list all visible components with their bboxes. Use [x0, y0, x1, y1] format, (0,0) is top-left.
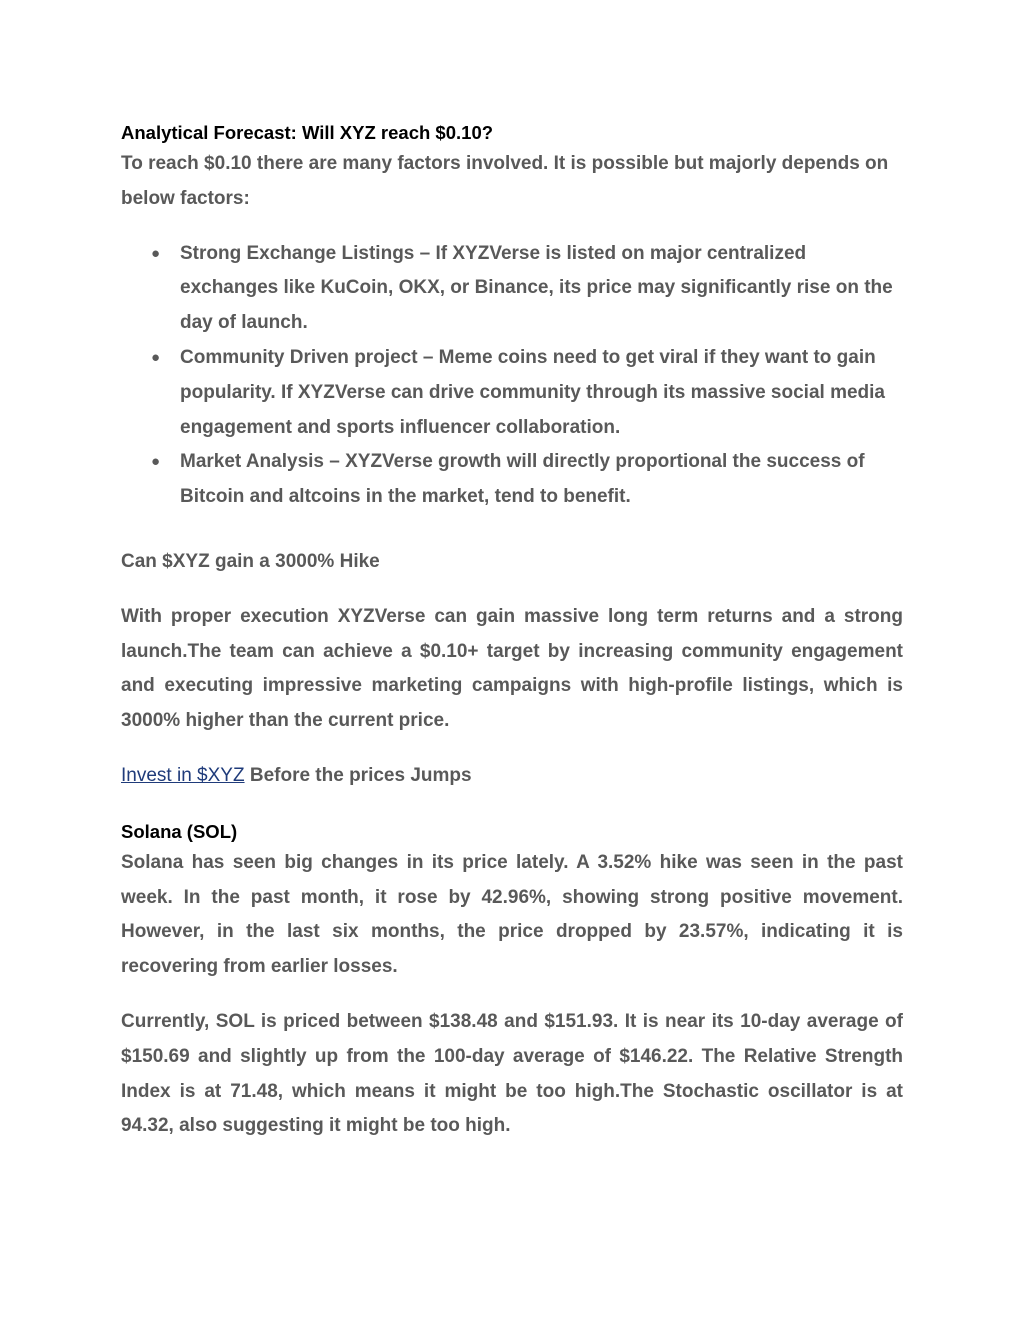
solana-heading: Solana (SOL) [121, 820, 238, 842]
forecast-heading: Analytical Forecast: Will XYZ reach $0.10? [121, 122, 494, 143]
bullet-icon: ● [151, 348, 161, 366]
forecast-intro: To reach $0.10 there are many factors involved. It is possible but majorly depends on below factors: [121, 153, 889, 209]
document-page [121, 120, 903, 1144]
hike-body: With proper execution XYZVerse can gain massive long term returns and a strong launch.The team can achieve a $0.10+ target by increasing community engagement and executing impressive marketing campaigns with high-profile listings, which is 3000% higher than the current price. [121, 605, 903, 732]
bullet-icon: ● [151, 453, 161, 471]
list-item [121, 445, 903, 515]
invest-link[interactable]: Invest in $XYZ [121, 764, 245, 786]
list-item-text: Strong Exchange Listings – If XYZVerse is listed on major centralized exchanges like KuCoin, OKX, or Binance, its price may significantly rise on the day of launch. [180, 242, 893, 334]
factors-list [121, 237, 903, 515]
list-item-text: Community Driven project – Meme coins need to get viral if they want to gain popularity. If XYZVerse can drive community through its massive social media engagement and sports influencer collaboration. [180, 346, 885, 438]
list-item-text: Market Analysis – XYZVerse growth will directly proportional the success of Bitcoin and altcoins in the market, tend to benefit. [180, 451, 865, 508]
invest-line-text: Before the prices Jumps [244, 764, 472, 786]
list-item [121, 341, 903, 445]
solana-para-2: Currently, SOL is priced between $138.48 and $151.93. It is near its 10-day average of $150.69 and slightly up from the 100-day average of $146.22. The Relative Strength Index is at 71.48, which means it might be too high.The Stochastic oscillator is at 94.32, also suggesting it might be too high. [121, 1010, 903, 1137]
solana-para-1: Solana has seen big changes in its price lately. A 3.52% hike was seen in the past week. In the past month, it rose by 42.96%, showing strong positive movement. However, in the last six months, the price dropped by 23.57%, indicating it is recovering from earlier losses. [121, 851, 903, 978]
hike-heading: Can $XYZ gain a 3000% Hike [121, 550, 380, 572]
bullet-icon: ● [151, 244, 161, 262]
invest-line [121, 759, 903, 794]
list-item [121, 237, 903, 341]
